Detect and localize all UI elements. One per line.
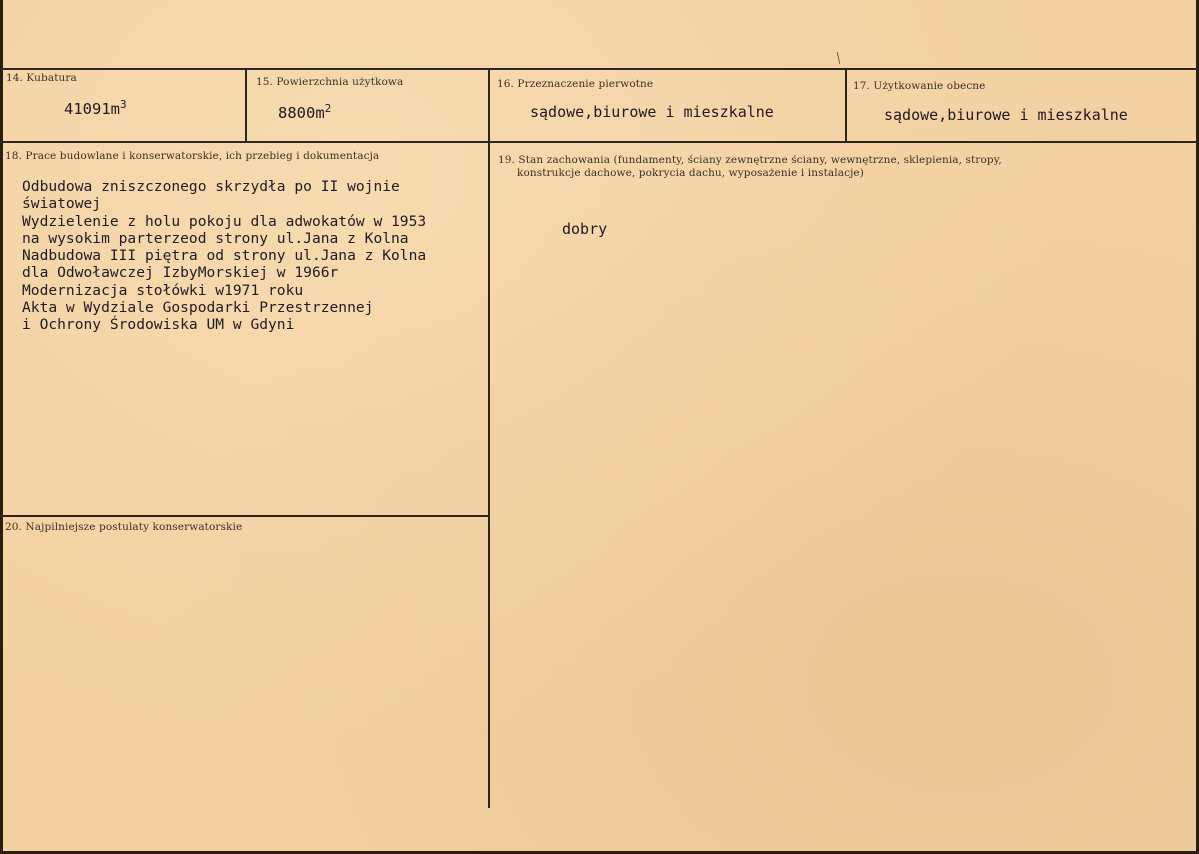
works-list-line: i Ochrony Środowiska UM w Gdyni	[22, 316, 295, 334]
field-15-exponent: 2	[324, 102, 332, 115]
rule-top	[0, 68, 1199, 70]
field-14-label: 14. Kubatura	[6, 72, 77, 84]
field-18-label: 18. Prace budowlane i konserwatorskie, ich przebieg i dokumentacja	[5, 150, 380, 162]
field-14-value	[64, 98, 127, 118]
field-17-label: 17. Użytkowanie obecne	[853, 80, 986, 92]
works-list-line: Nadbudowa III piętra od strony ul.Jana z Kolna	[22, 247, 427, 265]
paper-mark	[837, 52, 840, 64]
field-16-value: sądowe,biurowe i mieszkalne	[530, 103, 774, 121]
works-list-line: Akta w Wydziale Gospodarki Przestrzennej	[22, 299, 374, 317]
scan-edge-left	[0, 0, 3, 854]
field-17-value: sądowe,biurowe i mieszkalne	[884, 106, 1128, 124]
field-20-label: 20. Najpilniejsze postulaty konserwatorskie	[5, 521, 243, 533]
works-list-line: Wydzielenie z holu pokoju dla adwokatów w 1953	[22, 212, 427, 230]
field-16-label: 16. Przeznaczenie pierwotne	[497, 78, 654, 90]
works-list-line: Odbudowa zniszczonego skrzydła po II wojnie	[22, 178, 400, 195]
works-list-line: światowej	[22, 195, 102, 213]
works-list-line: Modernizacja stołówki w1971 roku	[22, 281, 304, 299]
field-19-label-line1: 19. Stan zachowania (fundamenty, ściany zewnętrzne ściany, wewnętrzne, sklepienia, stropy,	[498, 154, 1002, 166]
field-15-label: 15. Powierzchnia użytkowa	[256, 76, 404, 88]
field-19-value: dobry	[562, 220, 608, 238]
field-14-exponent: 3	[120, 98, 127, 111]
field-14-number: 41091m	[64, 100, 120, 119]
rule-section18-bottom	[0, 515, 490, 517]
field-15-number: 8800m	[278, 104, 325, 123]
field-18-works-list	[22, 178, 426, 334]
rule-row1-bottom	[0, 141, 1199, 143]
rule-col3	[845, 68, 847, 142]
works-list-line: dla Odwoławczej IzbyMorskiej w 1966r	[22, 264, 339, 282]
field-19-label-line2: konstrukcje dachowe, pokrycia dachu, wyposażenie i instalacje)	[517, 167, 864, 179]
rule-col2	[488, 68, 490, 808]
field-15-value	[278, 102, 331, 122]
works-list-line: na wysokim parterzeod strony ul.Jana z Kolna	[22, 229, 409, 247]
rule-col1	[245, 68, 247, 142]
